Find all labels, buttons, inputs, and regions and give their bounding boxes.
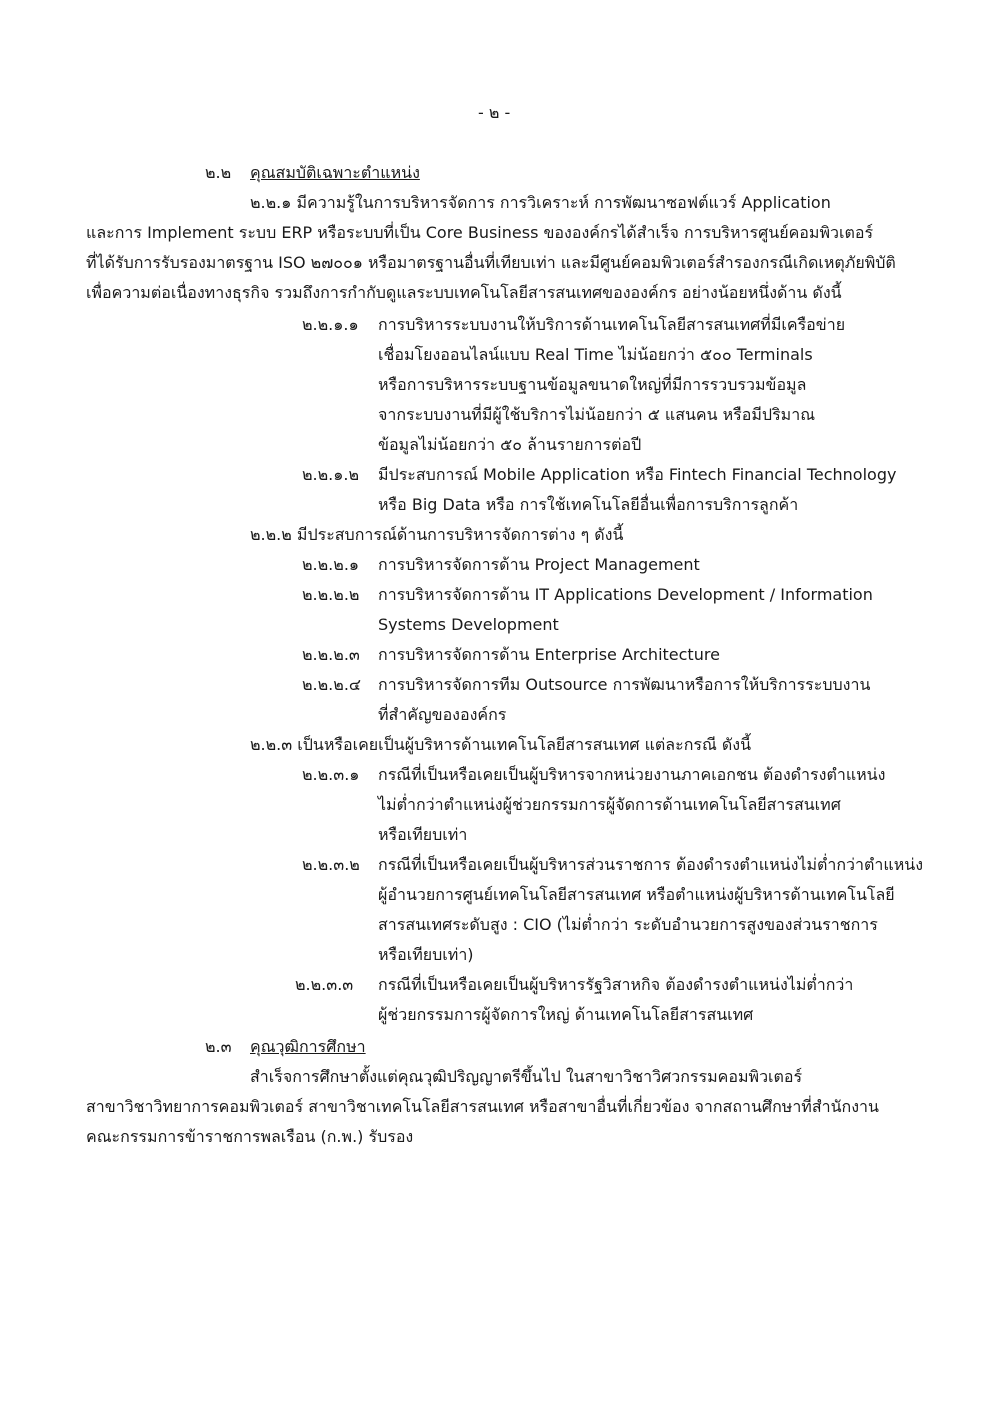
- item-line: จากระบบงานที่มีผู้ใช้บริการไม่น้อยกว่า ๕ แสนคน หรือมีปริมาณ: [378, 405, 816, 424]
- section-heading: คุณวุฒิการศึกษา: [250, 1037, 366, 1056]
- item-number: ๒.๒.๑.๒: [302, 465, 360, 484]
- subsection-line: ๒.๒.๓ เป็นหรือเคยเป็นผู้บริหารด้านเทคโนโลยีสารสนเทศ แต่ละกรณี ดังนี้: [250, 735, 752, 754]
- item-line: เชื่อมโยงออนไลน์แบบ Real Time ไม่น้อยกว่า ๕๐๐ Terminals: [378, 345, 813, 364]
- item-number: ๒.๒.๓.๓: [295, 975, 354, 994]
- item-number: ๒.๒.๒.๒: [302, 585, 360, 604]
- item-line: การบริหารจัดการด้าน Project Management: [378, 555, 700, 574]
- item-line: หรือการบริหารระบบฐานข้อมูลขนาดใหญ่ที่มีการรวบรวมข้อมูล: [378, 375, 807, 394]
- item-line: การบริหารจัดการด้าน IT Applications Development / Information: [378, 585, 873, 604]
- item-line: ข้อมูลไม่น้อยกว่า ๕๐ ล้านรายการต่อปี: [378, 435, 642, 454]
- paragraph-line: เพื่อความต่อเนื่องทางธุรกิจ รวมถึงการกำกับดูแลระบบเทคโนโลยีสารสนเทศขององค์กร อย่างน้อยหนึ่งด้าน ดังนี้: [86, 283, 842, 302]
- item-line: ไม่ต่ำกว่าตำแหน่งผู้ช่วยกรรมการผู้จัดการด้านเทคโนโลยีสารสนเทศ: [378, 795, 841, 814]
- paragraph-line: คณะกรรมการข้าราชการพลเรือน (ก.พ.) รับรอง: [86, 1127, 414, 1146]
- item-line: มีประสบการณ์ Mobile Application หรือ Fintech Financial Technology: [378, 465, 897, 484]
- paragraph-line: ที่ได้รับการรับรองมาตรฐาน ISO ๒๗๐๐๑ หรือมาตรฐานอื่นที่เทียบเท่า และมีศูนย์คอมพิวเตอร์สำรองกรณีเกิดเหตุภัยพิบัติ: [86, 253, 896, 272]
- page-number: - ๒ -: [478, 103, 511, 122]
- paragraph-line: สาขาวิชาวิทยาการคอมพิวเตอร์ สาขาวิชาเทคโนโลยีสารสนเทศ หรือสาขาอื่นที่เกี่ยวข้อง จากสถานศึกษาที่สำนักงาน: [86, 1097, 879, 1116]
- item-number: ๒.๒.๑.๑: [302, 315, 359, 334]
- item-line: สารสนเทศระดับสูง : CIO (ไม่ต่ำกว่า ระดับอำนวยการสูงของส่วนราชการ: [378, 915, 878, 934]
- item-line: การบริหารจัดการด้าน Enterprise Architecture: [378, 645, 720, 664]
- item-line: ผู้อำนวยการศูนย์เทคโนโลยีสารสนเทศ หรือตำแหน่งผู้บริหารด้านเทคโนโลยี: [378, 885, 895, 904]
- item-line: การบริหารจัดการทีม Outsource การพัฒนาหรือการให้บริการระบบงาน: [378, 675, 871, 694]
- section-number: ๒.๓: [205, 1037, 232, 1056]
- item-line: หรือเทียบเท่า): [378, 945, 474, 964]
- item-line: กรณีที่เป็นหรือเคยเป็นผู้บริหารรัฐวิสาหกิจ ต้องดำรงตำแหน่งไม่ต่ำกว่า: [378, 975, 854, 994]
- item-line: กรณีที่เป็นหรือเคยเป็นผู้บริหารส่วนราชการ ต้องดำรงตำแหน่งไม่ต่ำกว่าตำแหน่ง: [378, 855, 924, 874]
- item-line: การบริหารระบบงานให้บริการด้านเทคโนโลยีสารสนเทศที่มีเครือข่าย: [378, 315, 846, 334]
- item-line: กรณีที่เป็นหรือเคยเป็นผู้บริหารจากหน่วยงานภาคเอกชน ต้องดำรงตำแหน่ง: [378, 765, 886, 784]
- item-line: Systems Development: [378, 615, 559, 634]
- item-line: ผู้ช่วยกรรมการผู้จัดการใหญ่ ด้านเทคโนโลยีสารสนเทศ: [378, 1005, 754, 1024]
- item-number: ๒.๒.๒.๔: [302, 675, 362, 694]
- subsection-line: ๒.๒.๒ มีประสบการณ์ด้านการบริหารจัดการต่าง ๆ ดังนี้: [250, 525, 624, 544]
- item-number: ๒.๒.๓.๑: [302, 765, 360, 784]
- item-line: ที่สำคัญขององค์กร: [378, 705, 507, 724]
- paragraph-line: สำเร็จการศึกษาตั้งแต่คุณวุฒิปริญญาตรีขึ้นไป ในสาขาวิชาวิศวกรรมคอมพิวเตอร์: [250, 1067, 803, 1086]
- item-line: หรือเทียบเท่า: [378, 825, 468, 844]
- paragraph-line: ๒.๒.๑ มีความรู้ในการบริหารจัดการ การวิเคราะห์ การพัฒนาซอฟต์แวร์ Application: [250, 193, 831, 212]
- section-number: ๒.๒: [205, 163, 232, 182]
- section-heading: คุณสมบัติเฉพาะตำแหน่ง: [250, 163, 420, 182]
- item-number: ๒.๒.๒.๓: [302, 645, 360, 664]
- paragraph-line: และการ Implement ระบบ ERP หรือระบบที่เป็น Core Business ขององค์กรได้สำเร็จ การบริหารศูนย์คอมพิวเตอร์: [86, 223, 874, 242]
- item-number: ๒.๒.๓.๒: [302, 855, 360, 874]
- item-number: ๒.๒.๒.๑: [302, 555, 360, 574]
- item-line: หรือ Big Data หรือ การใช้เทคโนโลยีอื่นเพื่อการบริการลูกค้า: [378, 495, 799, 514]
